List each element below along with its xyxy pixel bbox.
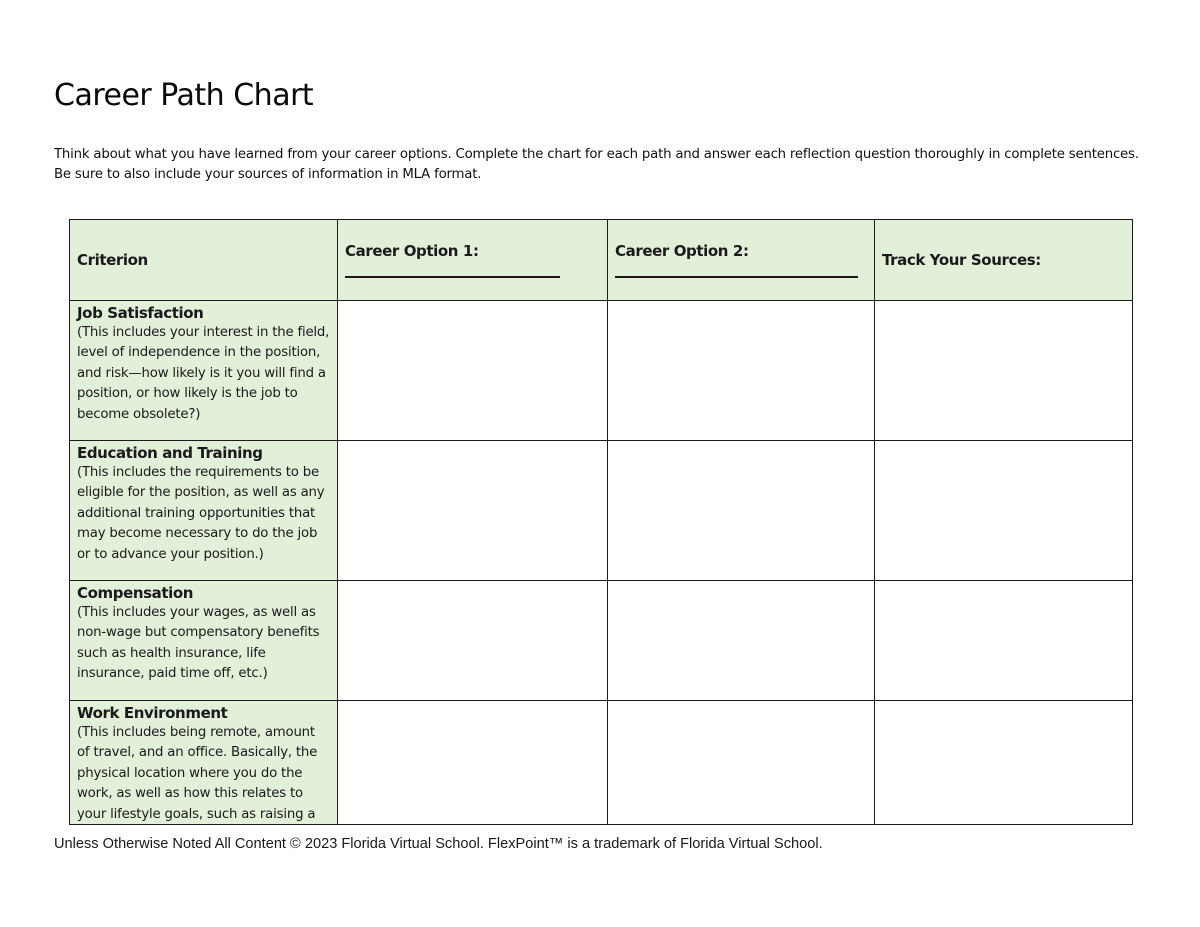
criterion-description: (This includes your wages, as well as non-wage but compensatory benefits such as health insurance, life insurance, paid time off, etc.) xyxy=(77,605,320,682)
option1-cell-work-environment[interactable] xyxy=(338,701,608,825)
criterion-name: Compensation xyxy=(77,584,194,602)
table-row xyxy=(70,301,1133,441)
option2-cell-work-environment[interactable] xyxy=(608,701,875,825)
option2-cell-compensation[interactable] xyxy=(608,581,875,701)
header-option1-label: Career Option 1: xyxy=(345,242,479,260)
table-row xyxy=(70,701,1133,825)
page-title: Career Path Chart xyxy=(54,78,314,113)
option1-cell-education-training[interactable] xyxy=(338,441,608,581)
sources-cell-compensation[interactable] xyxy=(875,581,1133,701)
sources-cell-education-training[interactable] xyxy=(875,441,1133,581)
header-option2-label: Career Option 2: xyxy=(615,242,749,260)
criterion-name: Work Environment xyxy=(77,704,228,722)
header-career-option-1 xyxy=(338,220,608,301)
criterion-clip xyxy=(77,701,330,823)
header-sources-label: Track Your Sources: xyxy=(882,251,1041,269)
table-header-row xyxy=(70,220,1133,301)
career-option-1-blank[interactable] xyxy=(345,262,560,278)
header-track-sources xyxy=(875,220,1133,301)
copyright-footer: Unless Otherwise Noted All Content © 2023 Florida Virtual School. FlexPoint™ is a trademark of Florida Virtual School. xyxy=(54,836,823,852)
criterion-name: Job Satisfaction xyxy=(77,304,204,322)
career-option-2-blank[interactable] xyxy=(615,262,858,278)
header-criterion-label: Criterion xyxy=(77,251,148,269)
table-row xyxy=(70,441,1133,581)
career-path-table xyxy=(69,219,1133,825)
option1-cell-job-satisfaction[interactable] xyxy=(338,301,608,441)
instructions-paragraph: Think about what you have learned from your career options. Complete the chart for each path and answer each reflection question thoroughly in complete sentences. Be sure to also include your sources of information in MLA format. xyxy=(54,147,1139,182)
criterion-description: (This includes the requirements to be eligible for the position, as well as any additional training opportunities that may become necessary to do the job or to advance your position.) xyxy=(77,465,325,562)
sources-cell-job-satisfaction[interactable] xyxy=(875,301,1133,441)
header-career-option-2 xyxy=(608,220,875,301)
criterion-cell-compensation xyxy=(70,581,338,701)
criterion-cell-work-environment xyxy=(70,701,338,825)
option2-cell-job-satisfaction[interactable] xyxy=(608,301,875,441)
table-row xyxy=(70,581,1133,701)
criterion-cell-education-training xyxy=(70,441,338,581)
criterion-description: (This includes being remote, amount of travel, and an office. Basically, the physical location where you do the work, as well as how this relates to your lifestyle goals, such as raising a xyxy=(77,725,318,822)
criterion-cell-job-satisfaction xyxy=(70,301,338,441)
criterion-name: Education and Training xyxy=(77,444,263,462)
option1-cell-compensation[interactable] xyxy=(338,581,608,701)
criterion-description: (This includes your interest in the field, level of independence in the position, and risk—how likely is it you will find a position, or how likely is the job to become obsolete?) xyxy=(77,325,330,422)
sources-cell-work-environment[interactable] xyxy=(875,701,1133,825)
header-criterion xyxy=(70,220,338,301)
option2-cell-education-training[interactable] xyxy=(608,441,875,581)
